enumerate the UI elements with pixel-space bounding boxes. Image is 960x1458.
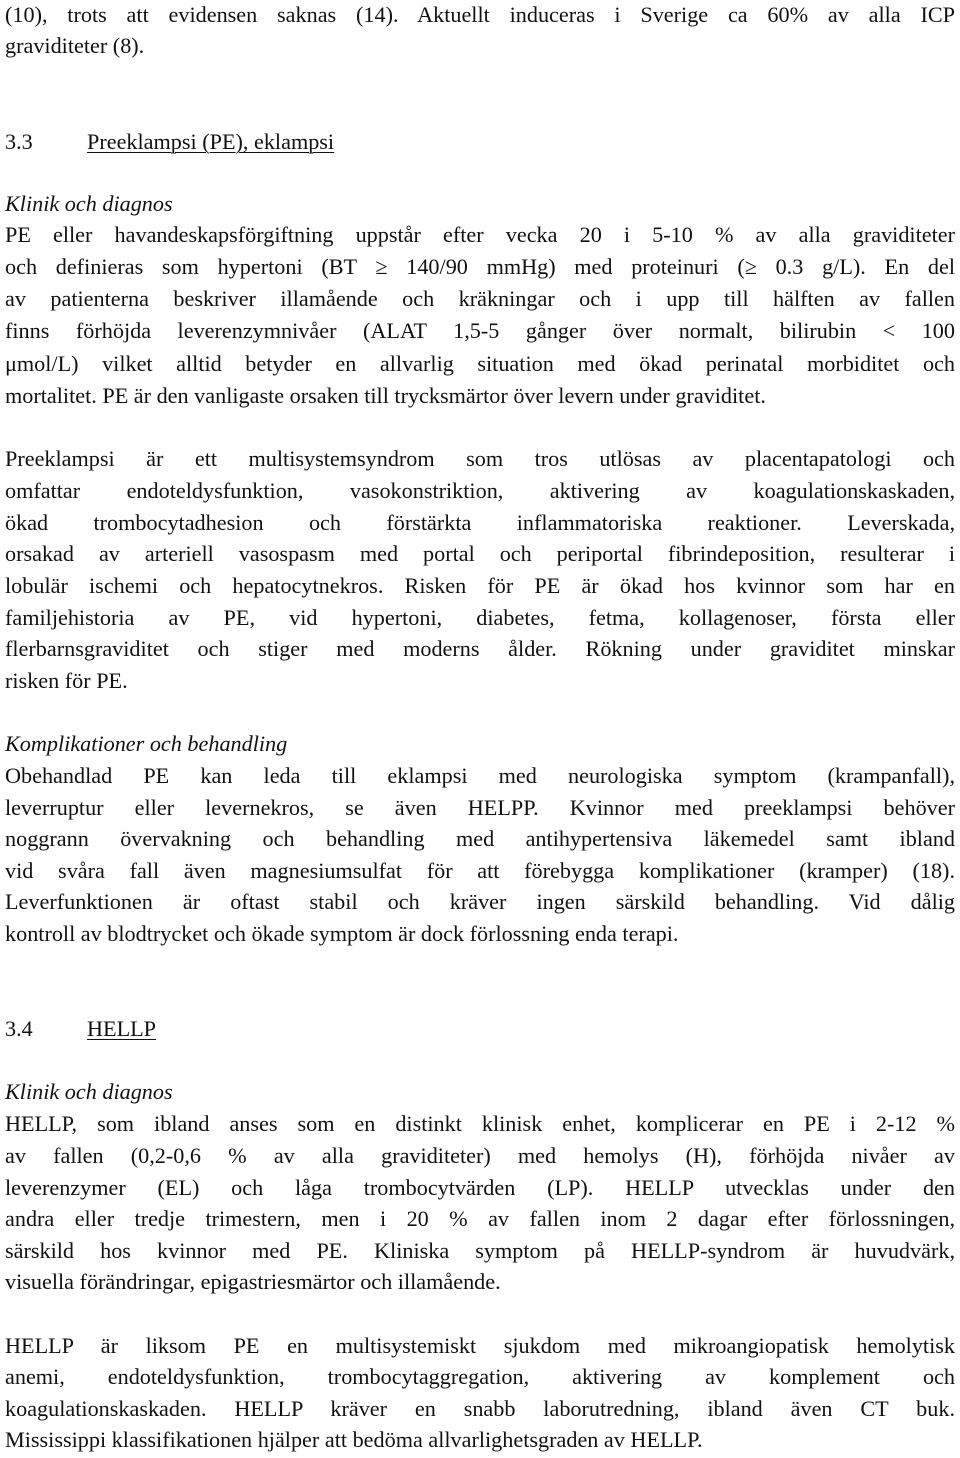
paragraph-line: av fallen (0,2-0,6 % av alla graviditeter) med hemolys (H), förhöjda nivåer av xyxy=(5,1143,955,1168)
section-number: 3.3 xyxy=(5,129,33,154)
paragraph-line: Leverfunktionen är oftast stabil och kräver ingen särskild behandling. Vid dålig xyxy=(5,889,955,914)
section-heading-3-4 xyxy=(5,1014,955,1044)
paragraph-line: leverruptur eller levernekros, se även HELPP. Kvinnor med preeklampsi behöver xyxy=(5,795,955,820)
paragraph-line: andra eller tredje trimestern, men i 20 % av fallen inom 2 dagar efter förlossningen, xyxy=(5,1206,955,1231)
paragraph-line: Obehandlad PE kan leda till eklampsi med neurologiska symptom (krampanfall), xyxy=(5,763,955,788)
paragraph-line: orsakad av arteriell vasospasm med portal och periportal fibrindeposition, resulterar i xyxy=(5,541,955,566)
paragraph-line: visuella förändringar, epigastriesmärtor och illamående. xyxy=(5,1269,501,1294)
paragraph-line: HELLP är liksom PE en multisystemiskt sjukdom med mikroangiopatisk hemolytisk xyxy=(5,1333,955,1358)
paragraph-line: (10), trots att evidensen saknas (14). Aktuellt induceras i Sverige ca 60% av alla ICP xyxy=(5,2,955,27)
paragraph-line: familjehistoria av PE, vid hypertoni, diabetes, fetma, kollagenoser, första eller xyxy=(5,605,955,630)
paragraph-line: μmol/L) vilket alltid betyder en allvarlig situation med ökad perinatal morbiditet och xyxy=(5,351,955,376)
paragraph-line: lobulär ischemi och hepatocytnekros. Risken för PE är ökad hos kvinnor som har en xyxy=(5,573,955,598)
paragraph-line: kontroll av blodtrycket och ökade symptom är dock förlossning enda terapi. xyxy=(5,921,679,946)
subheading-klinik-och-diagnos: Klinik och diagnos xyxy=(5,191,173,216)
subheading-klinik-och-diagnos: Klinik och diagnos xyxy=(5,1079,173,1104)
paragraph-line: mortalitet. PE är den vanligaste orsaken till trycksmärtor över levern under graviditet. xyxy=(5,383,766,408)
paragraph-line: av patienterna beskriver illamående och kräkningar och i upp till hälften av fallen xyxy=(5,286,955,311)
paragraph-line: PE eller havandeskapsförgiftning uppstår efter vecka 20 i 5-10 % av alla graviditeter xyxy=(5,222,955,247)
paragraph-line: graviditeter (8). xyxy=(5,33,145,58)
paragraph-line: finns förhöjda leverenzymnivåer (ALAT 1,5-5 gånger över normalt, bilirubin < 100 xyxy=(5,318,955,343)
paragraph-line: omfattar endoteldysfunktion, vasokonstriktion, aktivering av koagulationskaskaden, xyxy=(5,478,955,503)
subheading-komplikationer: Komplikationer och behandling xyxy=(5,731,288,756)
paragraph-line: och definieras som hypertoni (BT ≥ 140/90 mmHg) med proteinuri (≥ 0.3 g/L). En del xyxy=(5,254,955,279)
paragraph-line: vid svåra fall även magnesiumsulfat för att förebygga komplikationer (kramper) (18). xyxy=(5,858,955,883)
paragraph-line: risken för PE. xyxy=(5,668,128,693)
paragraph-line: särskild hos kvinnor med PE. Kliniska symptom på HELLP-syndrom är huvudvärk, xyxy=(5,1238,955,1263)
paragraph-line: noggrann övervakning och behandling med antihypertensiva läkemedel samt ibland xyxy=(5,826,955,851)
paragraph-line: koagulationskaskaden. HELLP kräver en snabb laborutredning, ibland även CT buk. xyxy=(5,1396,955,1421)
paragraph-line: flerbarnsgraviditet och stiger med moderns ålder. Rökning under graviditet minskar xyxy=(5,636,955,661)
section-title: HELLP xyxy=(87,1016,157,1041)
paragraph-line: leverenzymer (EL) och låga trombocytvärden (LP). HELLP utvecklas under den xyxy=(5,1175,955,1200)
paragraph-line: anemi, endoteldysfunktion, trombocytaggregation, aktivering av komplement och xyxy=(5,1364,955,1389)
paragraph-line: Mississippi klassifikationen hjälper att bedöma allvarlighetsgraden av HELLP. xyxy=(5,1427,703,1452)
paragraph-line: Preeklampsi är ett multisystemsyndrom som tros utlösas av placentapatologi och xyxy=(5,446,955,471)
paragraph-line: HELLP, som ibland anses som en distinkt klinisk enhet, komplicerar en PE i 2-12 % xyxy=(5,1111,955,1136)
section-title: Preeklampsi (PE), eklampsi xyxy=(87,129,335,154)
section-heading-3-3 xyxy=(5,127,955,157)
section-number: 3.4 xyxy=(5,1016,33,1041)
paragraph-line: ökad trombocytadhesion och förstärkta inflammatoriska reaktioner. Leverskada, xyxy=(5,510,955,535)
